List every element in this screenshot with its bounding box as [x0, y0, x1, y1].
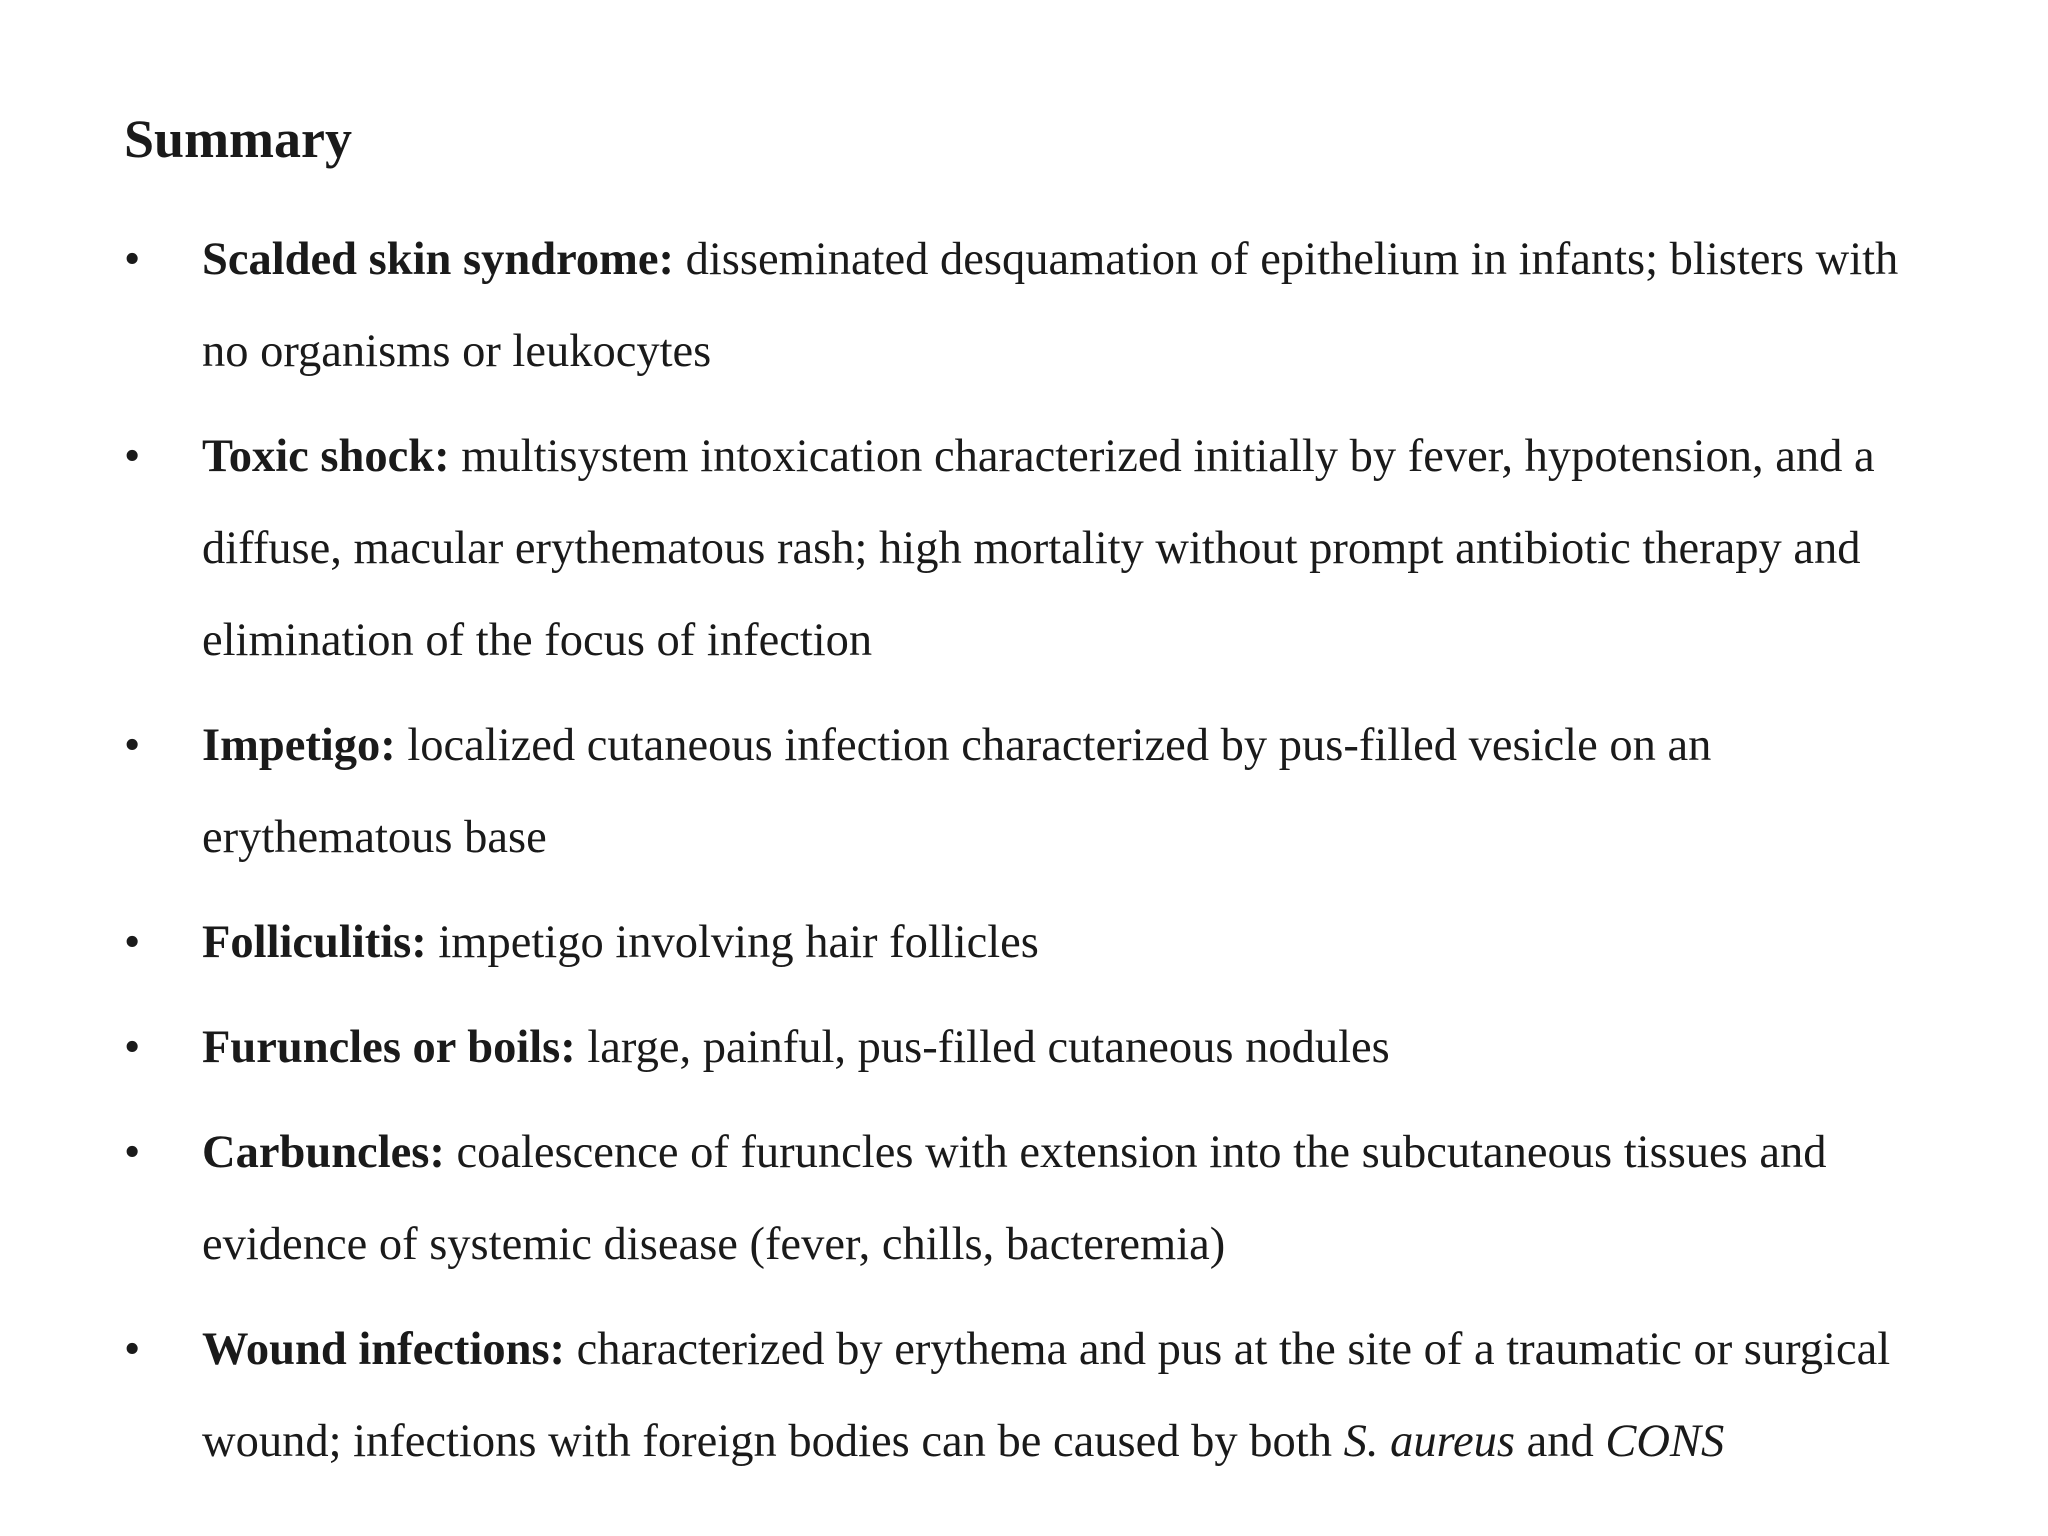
organism-name: S. aureus [1343, 1416, 1515, 1467]
item-text: coalescence of furuncles with extension into the subcutaneous tissues and evidence of systemic disease (fever, chills, bacteremia) [202, 1127, 1827, 1270]
summary-list [124, 214, 1954, 1501]
list-item [124, 1107, 1954, 1291]
item-text: multisystem intoxication characterized initially by fever, hypotension, and a diffuse, macular erythematous rash; high mortality without prompt antibiotic therapy and elimination of the focus of infection [202, 431, 1875, 666]
bullet-icon: • [124, 431, 141, 482]
bullet-icon: • [124, 917, 141, 968]
bullet-icon: • [124, 720, 141, 771]
item-text: disseminated desquamation of epithelium in infants; blisters with no organisms or leukocytes [202, 234, 1899, 377]
list-item [124, 700, 1954, 884]
item-term: Impetigo: [202, 720, 396, 771]
item-term: Toxic shock: [202, 431, 450, 482]
bullet-icon: • [124, 1127, 141, 1178]
bullet-icon: • [124, 1022, 141, 1073]
item-term: Scalded skin syndrome: [202, 234, 674, 285]
item-text: impetigo involving hair follicles [426, 917, 1039, 968]
list-item [124, 1002, 1954, 1094]
organism-name: CONS [1605, 1416, 1725, 1467]
item-term: Furuncles or boils: [202, 1022, 576, 1073]
item-text: and [1514, 1416, 1606, 1467]
item-term: Wound infections: [202, 1324, 566, 1375]
item-text: large, painful, pus-filled cutaneous nodules [575, 1022, 1390, 1073]
list-item [124, 411, 1954, 687]
bullet-icon: • [124, 1324, 141, 1375]
item-term: Folliculitis: [202, 917, 427, 968]
section-heading: Summary [124, 109, 352, 169]
item-term: Carbuncles: [202, 1127, 445, 1178]
item-text: characterized by erythema and pus at the site of a traumatic or surgical wound; infections with foreign bodies can be caused by both [202, 1324, 1891, 1467]
bullet-icon: • [124, 234, 141, 285]
list-item [124, 897, 1954, 989]
list-item [124, 214, 1954, 398]
list-item [124, 1304, 1954, 1488]
item-text: localized cutaneous infection characterized by pus-filled vesicle on an erythematous base [202, 720, 1712, 863]
